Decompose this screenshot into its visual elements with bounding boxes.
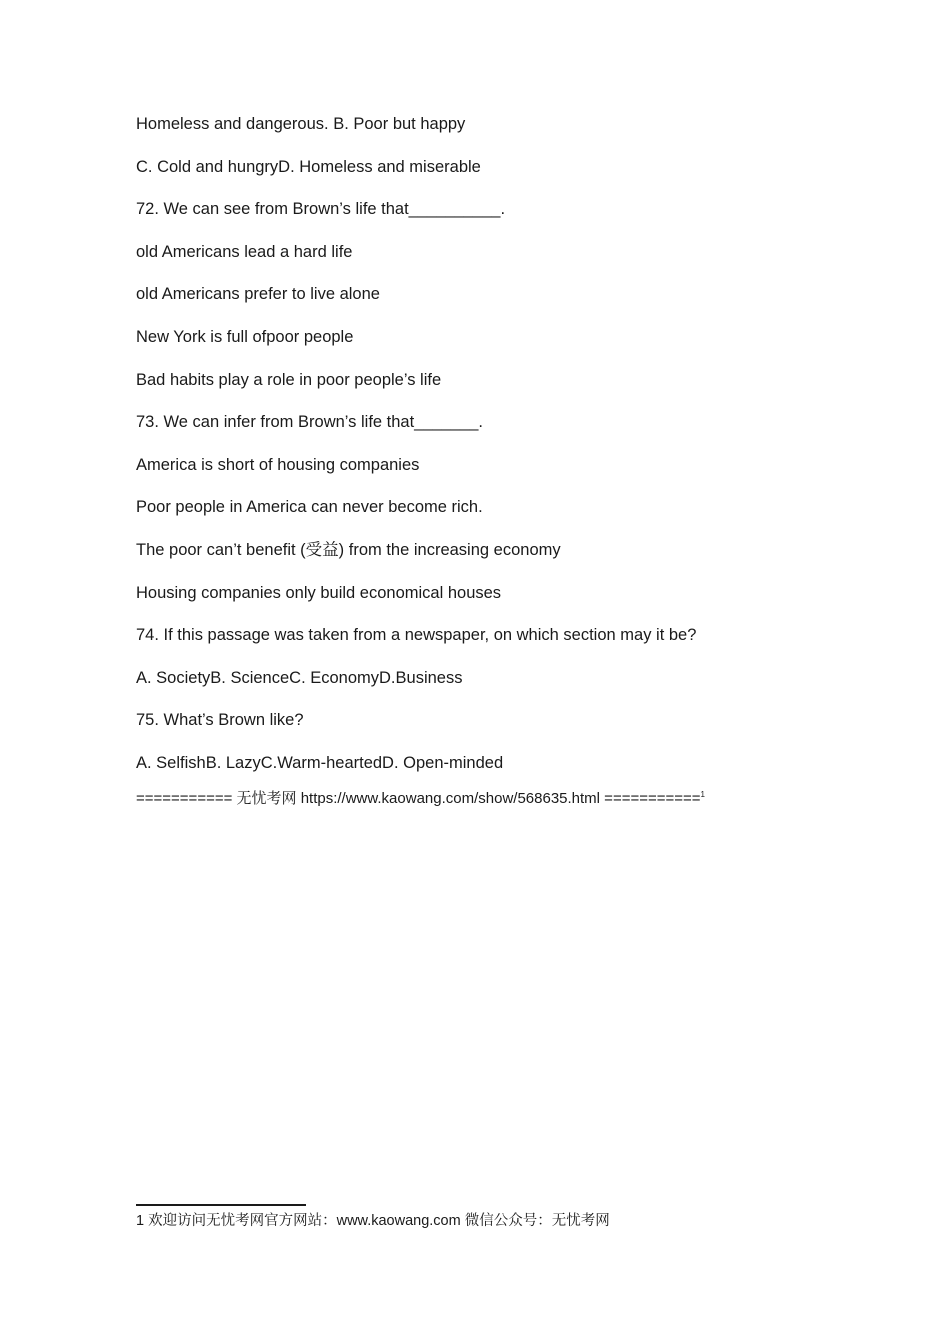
question-74: 74. If this passage was taken from a newspaper, on which section may it be?: [136, 626, 697, 645]
source-link-text[interactable]: =========== 无忧考网 https://www.kaowang.com/show/568635.html ===========: [136, 789, 701, 807]
option-line: old Americans lead a hard life: [136, 242, 353, 261]
question-75: 75. What’s Brown like?: [136, 711, 304, 730]
option-line: New York is full ofpoor people: [136, 327, 354, 346]
question-72: 72. We can see from Brown’s life that__________.: [136, 200, 506, 219]
option-line: Poor people in America can never become rich.: [136, 498, 483, 517]
option-line: America is short of housing companies: [136, 455, 420, 474]
option-line: C. Cold and hungryD. Homeless and miserable: [136, 157, 481, 176]
option-line: A. SelfishB. LazyC.Warm-heartedD. Open-minded: [136, 753, 504, 772]
footnote-marker: 1: [700, 789, 705, 799]
question-text-block: [136, 112, 836, 810]
question-73: 73. We can infer from Brown’s life that_______.: [136, 413, 483, 432]
option-line: A. SocietyB. ScienceC. EconomyD.Business: [136, 668, 463, 687]
option-line: Housing companies only build economical houses: [136, 583, 502, 602]
option-line: Homeless and dangerous. B. Poor but happy: [136, 115, 466, 133]
footnote: 1 欢迎访问无忧考网官方网站：www.kaowang.com 微信公众号：无忧考网: [136, 1213, 610, 1229]
option-line: old Americans prefer to live alone: [136, 285, 380, 304]
source-link-line[interactable]: [136, 788, 836, 810]
footnote-divider: [136, 1204, 306, 1206]
option-line: The poor can’t benefit (受益) from the increasing economy: [136, 540, 561, 559]
option-line: Bad habits play a role in poor people’s life: [136, 370, 442, 389]
